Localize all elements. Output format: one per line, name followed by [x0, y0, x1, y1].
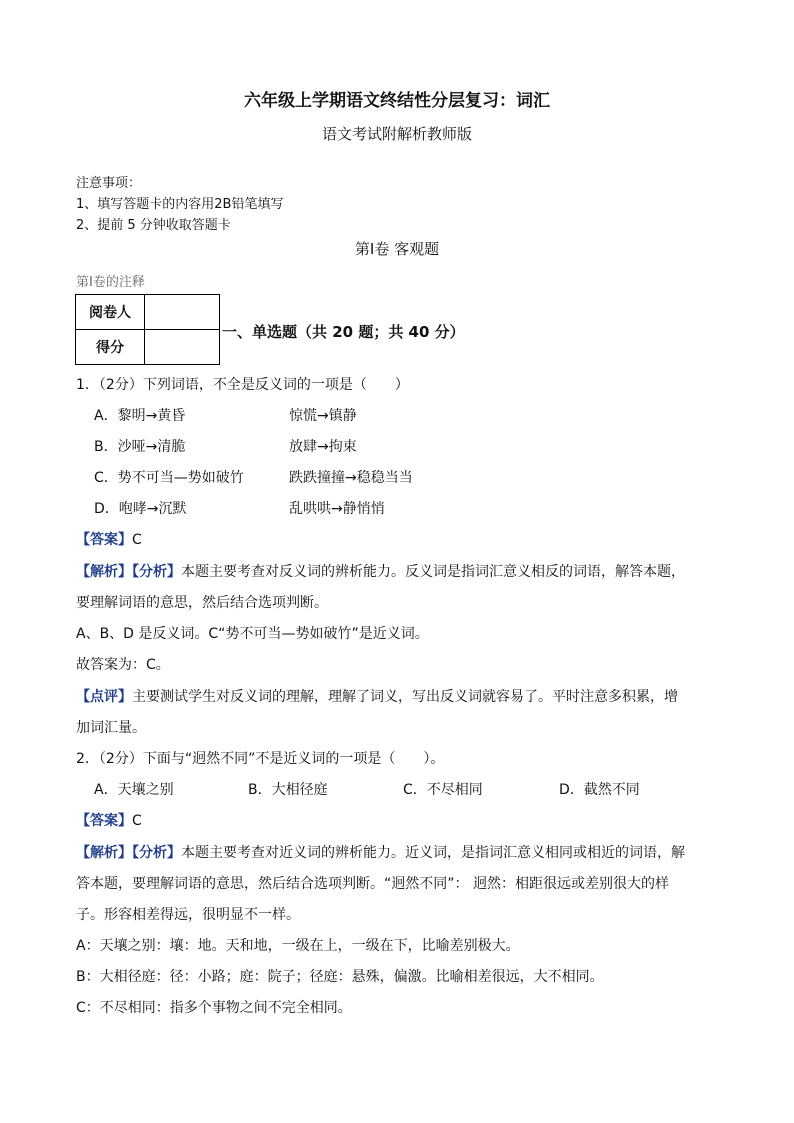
q2-analysis-line: A：天壤之别：壤：地。天和地，一级在上，一级在下，比喻差别极大。 [76, 938, 520, 954]
analysis-text: 本题主要考查对近义词的辨析能力。近义词，是指词汇意义相同或相近的词语，解 [181, 845, 685, 861]
answer-tag: 【答案】 [76, 532, 132, 548]
score-cell [145, 330, 220, 365]
part-note: 第Ⅰ卷的注释 [76, 275, 145, 290]
document-title: 六年级上学期语文终结性分层复习：词汇 [244, 91, 550, 111]
answer-value: C [132, 813, 142, 829]
analysis-tag: 【解析】【分析】 [76, 845, 181, 861]
q2-option: B．大相径庭 [248, 782, 328, 798]
q1-option-pair: 惊慌→镇静 [289, 408, 357, 424]
q2-analysis-line: 答本题，要理解词语的意思，然后结合选项判断。“迥然不同”： 迥然：相距很远或差别很大的样 [76, 876, 669, 892]
q2-option: D．截然不同 [559, 782, 640, 798]
q2-analysis-line: 子。形容相差得远，很明显不一样。 [76, 907, 300, 923]
q1-analysis-line: 故答案为：C。 [76, 657, 170, 673]
q1-option: D．咆哮→沉默 [94, 501, 187, 517]
q1-option-pair: 放肆→拘束 [289, 439, 357, 455]
q1-answer [76, 529, 142, 549]
score-label: 得分 [76, 330, 145, 365]
note-item: 2、提前 5 分钟收取答题卡 [76, 218, 231, 233]
answer-value: C [132, 532, 142, 548]
question-2-stem: 2．（2分）下面与“迥然不同”不是近义词的一项是（ ）。 [76, 751, 445, 767]
q2-option: C．不尽相同 [403, 782, 483, 798]
part-title: 第Ⅰ卷 客观题 [354, 240, 440, 258]
q2-analysis-line: B：大相径庭：径：小路；庭：院子；径庭：悬殊，偏激。比喻相差很远，大不相同。 [76, 969, 604, 985]
q2-analysis [76, 842, 685, 862]
section-title: 一、单选题（共 20 题；共 40 分） [222, 323, 465, 341]
q1-option-pair: 跌跌撞撞→稳稳当当 [289, 470, 413, 486]
note-item: 1、填写答题卡的内容用2B铅笔填写 [76, 197, 284, 212]
q1-option: C．势不可当—势如破竹 [94, 470, 244, 486]
q1-option: A．黎明→黄昏 [94, 408, 186, 424]
analysis-text: 本题主要考查对反义词的辨析能力。反义词是指词汇意义相反的词语，解答本题， [181, 564, 685, 580]
q1-analysis [76, 561, 685, 581]
q1-analysis-line: 要理解词语的意思，然后结合选项判断。 [76, 595, 328, 611]
q1-option-pair: 乱哄哄→静悄悄 [289, 501, 385, 517]
q1-option: B．沙哑→清脆 [94, 439, 186, 455]
q2-analysis-line: C：不尽相同：指多个事物之间不完全相同。 [76, 1000, 352, 1016]
reviewer-cell [145, 295, 220, 330]
notes-header: 注意事项： [76, 176, 142, 191]
q1-comment [76, 686, 678, 706]
answer-tag: 【答案】 [76, 813, 132, 829]
comment-tag: 【点评】 [76, 689, 132, 705]
analysis-tag: 【解析】【分析】 [76, 564, 181, 580]
q1-comment-line: 加词汇量。 [76, 720, 146, 736]
q1-analysis-line: A、B、D 是反义词。C“势不可当—势如破竹”是近义词。 [76, 626, 429, 642]
q2-option: A．天壤之别 [94, 782, 174, 798]
score-box [75, 294, 220, 365]
q2-answer [76, 810, 142, 830]
question-1-stem: 1．（2分）下列词语，不全是反义词的一项是（ ） [76, 377, 409, 393]
comment-text: 主要测试学生对反义词的理解，理解了词义，写出反义词就容易了。平时注意多积累，增 [132, 689, 678, 705]
document-subtitle: 语文考试附解析教师版 [321, 125, 472, 143]
reviewer-label: 阅卷人 [76, 295, 145, 330]
